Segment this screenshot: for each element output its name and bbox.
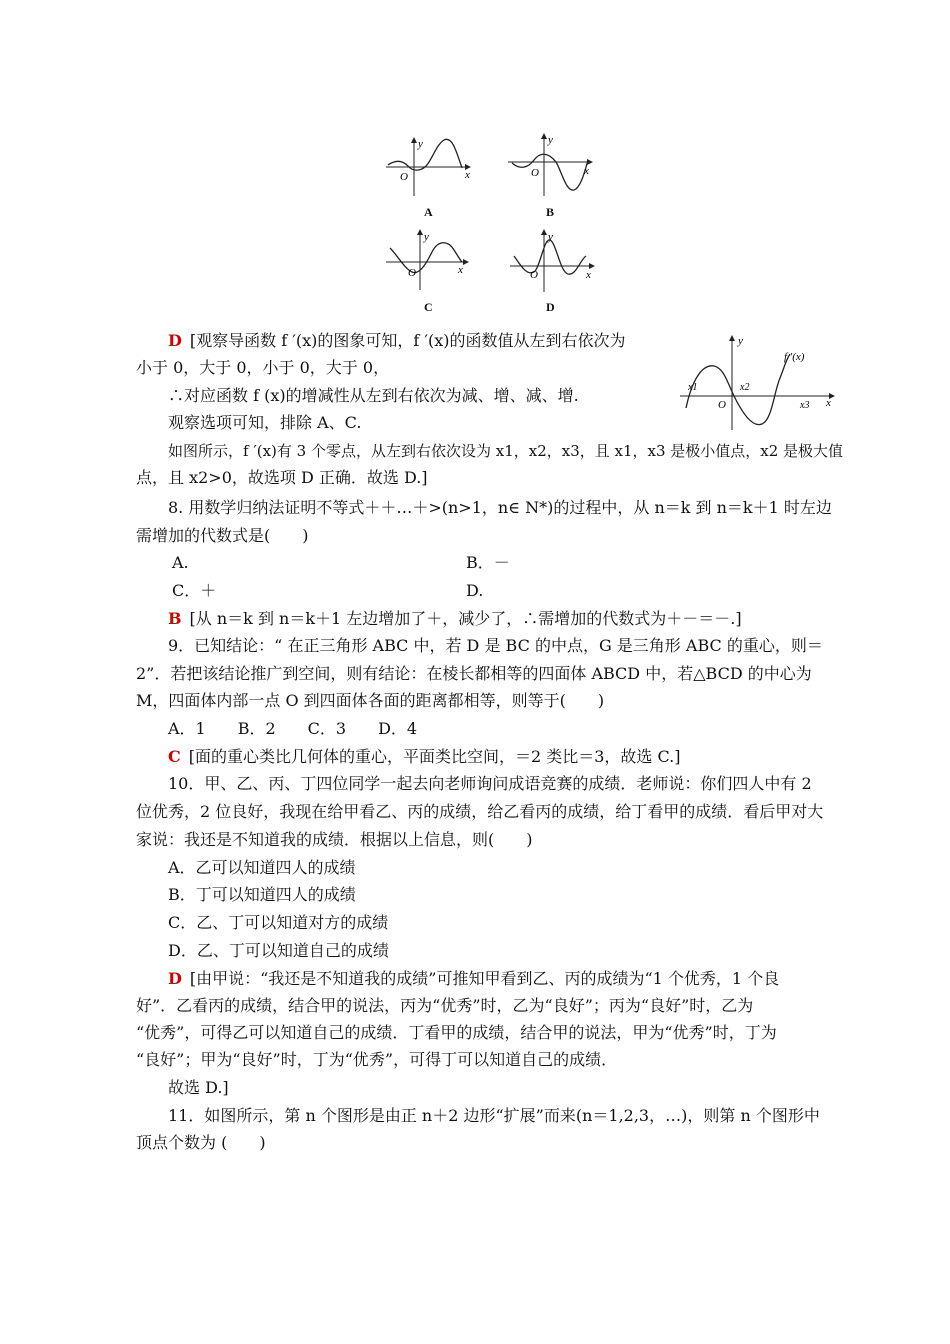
graph-c-origin: O (408, 267, 416, 279)
q7-answer-line1: D [观察导函数 f ′(x)的图象可知，f ′(x)的函数值从左到右依次为 (168, 331, 626, 350)
side-origin: O (718, 399, 726, 411)
q10-answer-line3: “优秀”，可得乙可以知道自己的成绩．丁看甲的成绩，结合甲的说法，甲为“优秀”时，丁为 (136, 1023, 777, 1042)
graph-a-label: A (424, 205, 433, 219)
q9-options: A．1 B．2 C．3 D．4 (168, 719, 418, 738)
graph-a-y: y (418, 138, 423, 150)
side-curve-label: f ′(x) (784, 351, 805, 363)
q10-option-d: D．乙、丁可以知道自己的成绩 (168, 941, 389, 960)
q10-option-b: B．丁可以知道四人的成绩 (168, 885, 356, 904)
graph-c (386, 230, 468, 290)
graph-d-curve (514, 240, 586, 274)
graph-b-label: B (546, 205, 555, 219)
q8-option-d: D. (466, 581, 484, 600)
q9-answer: C [面的重心类比几何体的重心，平面类比空间，＝2 类比＝3，故选 C.] (168, 747, 681, 766)
q8-answer: B [从 n＝k 到 n＝k＋1 左边增加了＋，减少了，∴需增加的代数式为＋－＝－.] (168, 609, 742, 628)
graph-b-origin: O (531, 167, 539, 179)
q7-answer-line5: 如图所示，f ′(x)有 3 个零点，从左到右依次设为 x1，x2，x3，且 x1，x3 是极小值点，x2 是极大值 (168, 442, 844, 460)
q9-stem-line2: 2”．若把该结论推广到空间，则有结论：在棱长都相等的四面体 ABCD 中，若△BCD 的中心为 (136, 664, 812, 683)
q8-stem-line1: 8. 用数学归纳法证明不等式＋＋…＋>(n>1，n∈ N*)的过程中，从 n＝k 到 n＝k＋1 时左边 (168, 498, 832, 517)
graph-d-y: y (548, 231, 553, 243)
q7-answer-line3: ∴对应函数 f (x)的增减性从左到右依次为减、增、减、增. (168, 386, 579, 405)
q9-answer-letter: C (168, 747, 181, 766)
q8-answer-letter: B (168, 609, 182, 628)
q11-stem-line2: 顶点个数为 ( ) (136, 1133, 266, 1152)
graph-c-x: x (458, 264, 463, 276)
graph-d-label: D (546, 300, 555, 314)
graph-c-label: C (424, 300, 433, 314)
graph-a-origin: O (400, 171, 408, 183)
side-x1: x1 (688, 382, 698, 393)
q7-answer-letter: D (168, 331, 182, 350)
graph-d-x: x (586, 269, 591, 281)
q10-option-c: C．乙、丁可以知道对方的成绩 (168, 913, 389, 932)
q8-option-a: A. (172, 553, 189, 572)
side-y: y (738, 335, 743, 347)
q10-answer-line5: 故选 D.] (168, 1078, 229, 1097)
graph-b-x: x (584, 165, 589, 177)
graph-a-curve (388, 139, 462, 170)
graph-d-origin: O (530, 269, 538, 281)
graph-c-curve (390, 243, 462, 273)
q10-answer-line4: “良好”；甲为“良好”时，丁为“优秀”，可得丁可以知道自己的成绩． (136, 1050, 618, 1069)
q10-answer-line2: 好”．乙看丙的成绩，结合甲的说法，丙为“优秀”时，乙为“良好”；丙为“良好”时，乙为 (136, 996, 754, 1015)
q8-stem-line2: 需增加的代数式是( ) (136, 526, 309, 545)
q10-option-a: A．乙可以知道四人的成绩 (168, 858, 356, 877)
side-x3: x3 (800, 400, 810, 411)
graph-b-y: y (548, 134, 553, 146)
q8-option-b: B．－ (466, 553, 510, 572)
q9-stem-line1: 9．已知结论：“ 在正三角形 ABC 中，若 D 是 BC 的中点，G 是三角形 ABC 的重心，则＝ (168, 636, 823, 655)
q10-stem-line2: 位优秀，2 位良好，我现在给甲看乙、丙的成绩，给乙看丙的成绩，给丁看甲的成绩．看后甲对大 (136, 802, 824, 821)
graph-c-y: y (424, 231, 429, 243)
graph-a-x: x (465, 169, 470, 181)
q10-answer-letter: D (168, 969, 182, 988)
side-x2: x2 (740, 382, 750, 393)
q11-stem-line1: 11．如图所示，第 n 个图形是由正 n＋2 边形“扩展”而来(n＝1,2,3，…)，则第 n 个图形中 (168, 1106, 820, 1125)
q8-option-c: C．＋ (172, 581, 217, 600)
q10-answer-line1: D [由甲说：“我还是不知道我的成绩”可推知甲看到乙、丙的成绩为“1 个优秀，1 个良 (168, 969, 780, 988)
q10-stem-line3: 家说：我还是不知道我的成绩．根据以上信息，则( ) (136, 830, 533, 849)
q9-stem-line3: M，四面体内部一点 O 到四面体各面的距离都相等，则等于( ) (136, 691, 605, 710)
q7-answer-line6: 点，且 x2>0，故选项 D 正确．故选 D.] (136, 468, 428, 487)
graph-b (508, 134, 592, 196)
side-x: x (826, 397, 831, 409)
q7-answer-line4: 观察选项可知，排除 A、C. (168, 413, 362, 432)
q10-stem-line1: 10．甲、乙、丙、丁四位同学一起去向老师询问成语竞赛的成绩．老师说：你们四人中有 2 (168, 774, 812, 793)
graph-a (386, 138, 470, 196)
q7-answer-line2: 小于 0，大于 0，小于 0，大于 0， (136, 358, 390, 377)
option-graphs (0, 0, 950, 330)
graph-d (510, 230, 594, 292)
graph-b-curve (512, 154, 588, 190)
